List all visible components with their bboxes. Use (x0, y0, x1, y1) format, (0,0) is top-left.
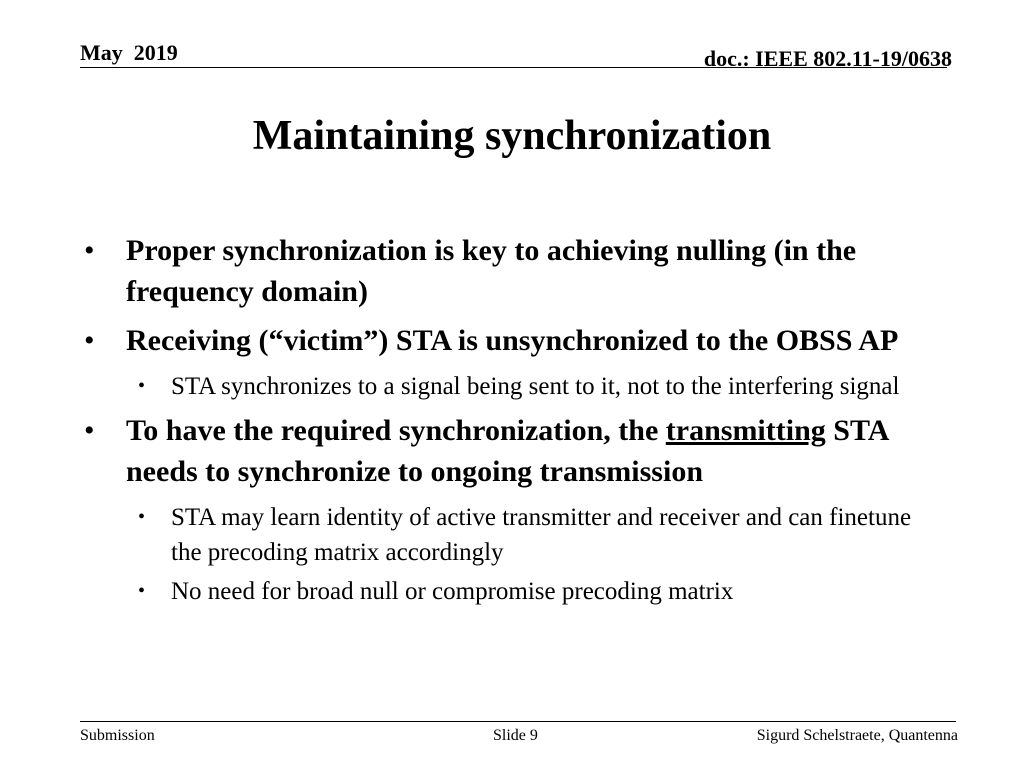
header-date: May 2019 (80, 40, 178, 65)
bullet-icon: • (138, 580, 146, 602)
sub-bullet-text: No need for broad null or compromise precoding matrix (171, 578, 734, 605)
bullet-icon: • (138, 506, 146, 528)
bullet-text: Receiving (“victim”) STA is unsynchronized to the OBSS AP (126, 324, 899, 357)
bullet-icon: • (84, 414, 95, 447)
sub-bullet-item (80, 574, 940, 609)
sub-bullet-item (80, 500, 940, 570)
bullet-item (80, 320, 940, 361)
bullet-icon: • (138, 375, 146, 397)
bullet-icon: • (84, 234, 95, 267)
bullet-item (80, 410, 940, 492)
header-doc-id: doc.: IEEE 802.11-19/0638 (703, 46, 952, 71)
footer-author: Sigurd Schelstraete, Quantenna (756, 727, 958, 744)
slide-body (80, 230, 940, 613)
slide-title: Maintaining synchronization (252, 113, 772, 159)
bullet-item (80, 230, 940, 312)
footer-divider (80, 721, 956, 722)
footer-submission: Submission (80, 727, 155, 744)
sub-bullet-item (80, 369, 940, 404)
underlined-word: transmitting (665, 414, 826, 447)
bullet-icon: • (84, 324, 95, 357)
bullet-text: Proper synchronization is key to achieving nulling (in the frequency domain) (126, 234, 857, 308)
sub-bullet-text: STA may learn identity of active transmitter and receiver and can finetune the precoding matrix accordingly (171, 504, 912, 566)
bullet-text-part: STA needs to synchronize to ongoing transmission (126, 414, 888, 488)
footer-slide-number: Slide 9 (493, 727, 538, 744)
sub-bullet-text: STA synchronizes to a signal being sent to it, not to the interfering signal (171, 373, 900, 400)
header-divider (80, 67, 947, 68)
bullet-text (126, 414, 888, 488)
bullet-text-part: To have the required synchronization, the (126, 414, 666, 447)
